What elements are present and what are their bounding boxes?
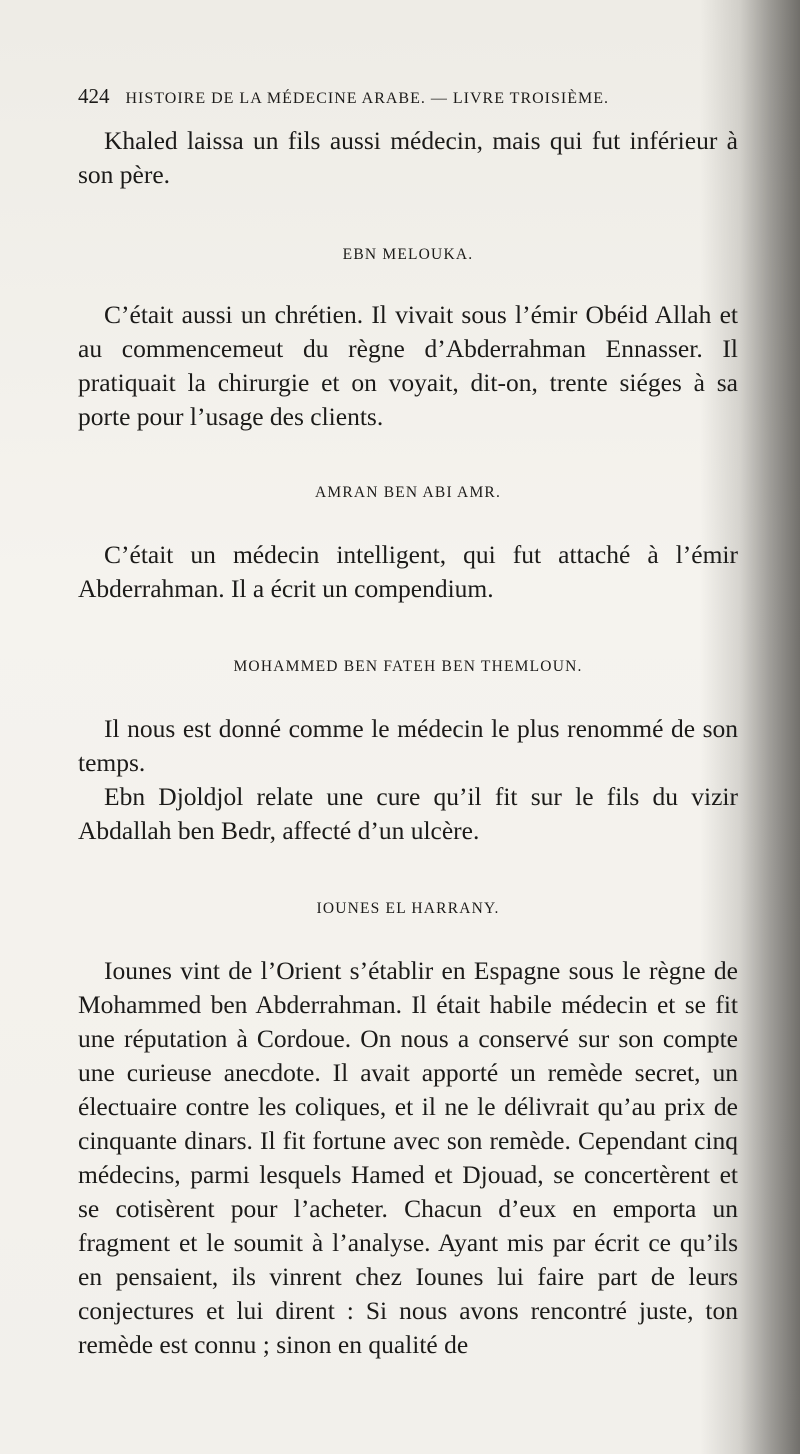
section-title-amran-ben-abi-amr: AMRAN BEN ABI AMR.	[314, 484, 502, 501]
paragraph: Ebn Djoldjol relate une cure qu’il fit sur le fils du vizir Abdallah ben Bedr, affecté d’un ulcère.	[78, 782, 738, 845]
intro-paragraph: Khaled laissa un fils aussi médecin, mais qui fut inférieur à son père.	[78, 126, 738, 189]
section-title-iounes-el-harrany: IOUNES EL HARRANY.	[316, 900, 500, 917]
section-body-ebn-melouka	[78, 298, 738, 434]
paragraph: Iounes vint de l’Orient s’établir en Espagne sous le règne de Mohammed ben Abderrahman. Il était habile médecin et se fit une réputation à Cordoue. On nous a conservé sur son compte une curieuse anecdote. Il avait apporté un remède secret, un électuaire contre les coliques, et il ne le délivrait qu’au prix de cinquante dinars. Il fit fortune avec son remède. Cependant cinq médecins, parmi lesquels Hamed et Djouad, se concertèrent et se cotisèrent pour l’acheter. Chacun d’eux en emporta un fragment et le soumit à l’analyse. Ayant mis par écrit ce qu’ils en pensaient, ils vinrent chez Iounes lui faire part de leurs conjectures et lui dirent : Si nous avons rencontré juste, ton remède est connu ; sinon en qualité de	[78, 956, 738, 1359]
section-title-ebn-melouka: EBN MELOUKA.	[342, 246, 474, 263]
intro-text	[78, 124, 738, 192]
section-body-iounes-el-harrany	[78, 954, 738, 1362]
running-head: HISTOIRE DE LA MÉDECINE ARABE. — LIVRE TROISIÈME.	[125, 90, 610, 107]
paragraph: C’était aussi un chrétien. Il vivait sous l’émir Obéid Allah et au commencemeut du règne d’Abderrahman Ennasser. Il pratiquait la chirurgie et on voyait, dit-on, trente siéges à sa porte pour l’usage des clients.	[78, 300, 738, 431]
section-body-amran-ben-abi-amr	[78, 538, 738, 606]
paragraph: C’était un médecin intelligent, qui fut attaché à l’émir Abderrahman. Il a écrit un compendium.	[78, 540, 738, 603]
section-body-mohammed-ben-fateh	[78, 712, 738, 848]
paragraph: Il nous est donné comme le médecin le plus renommé de son temps.	[78, 714, 738, 777]
page-number: 424	[78, 84, 110, 108]
section-title-mohammed-ben-fateh: MOHAMMED BEN FATEH BEN THEMLOUN.	[233, 658, 583, 675]
page-header	[78, 84, 718, 109]
